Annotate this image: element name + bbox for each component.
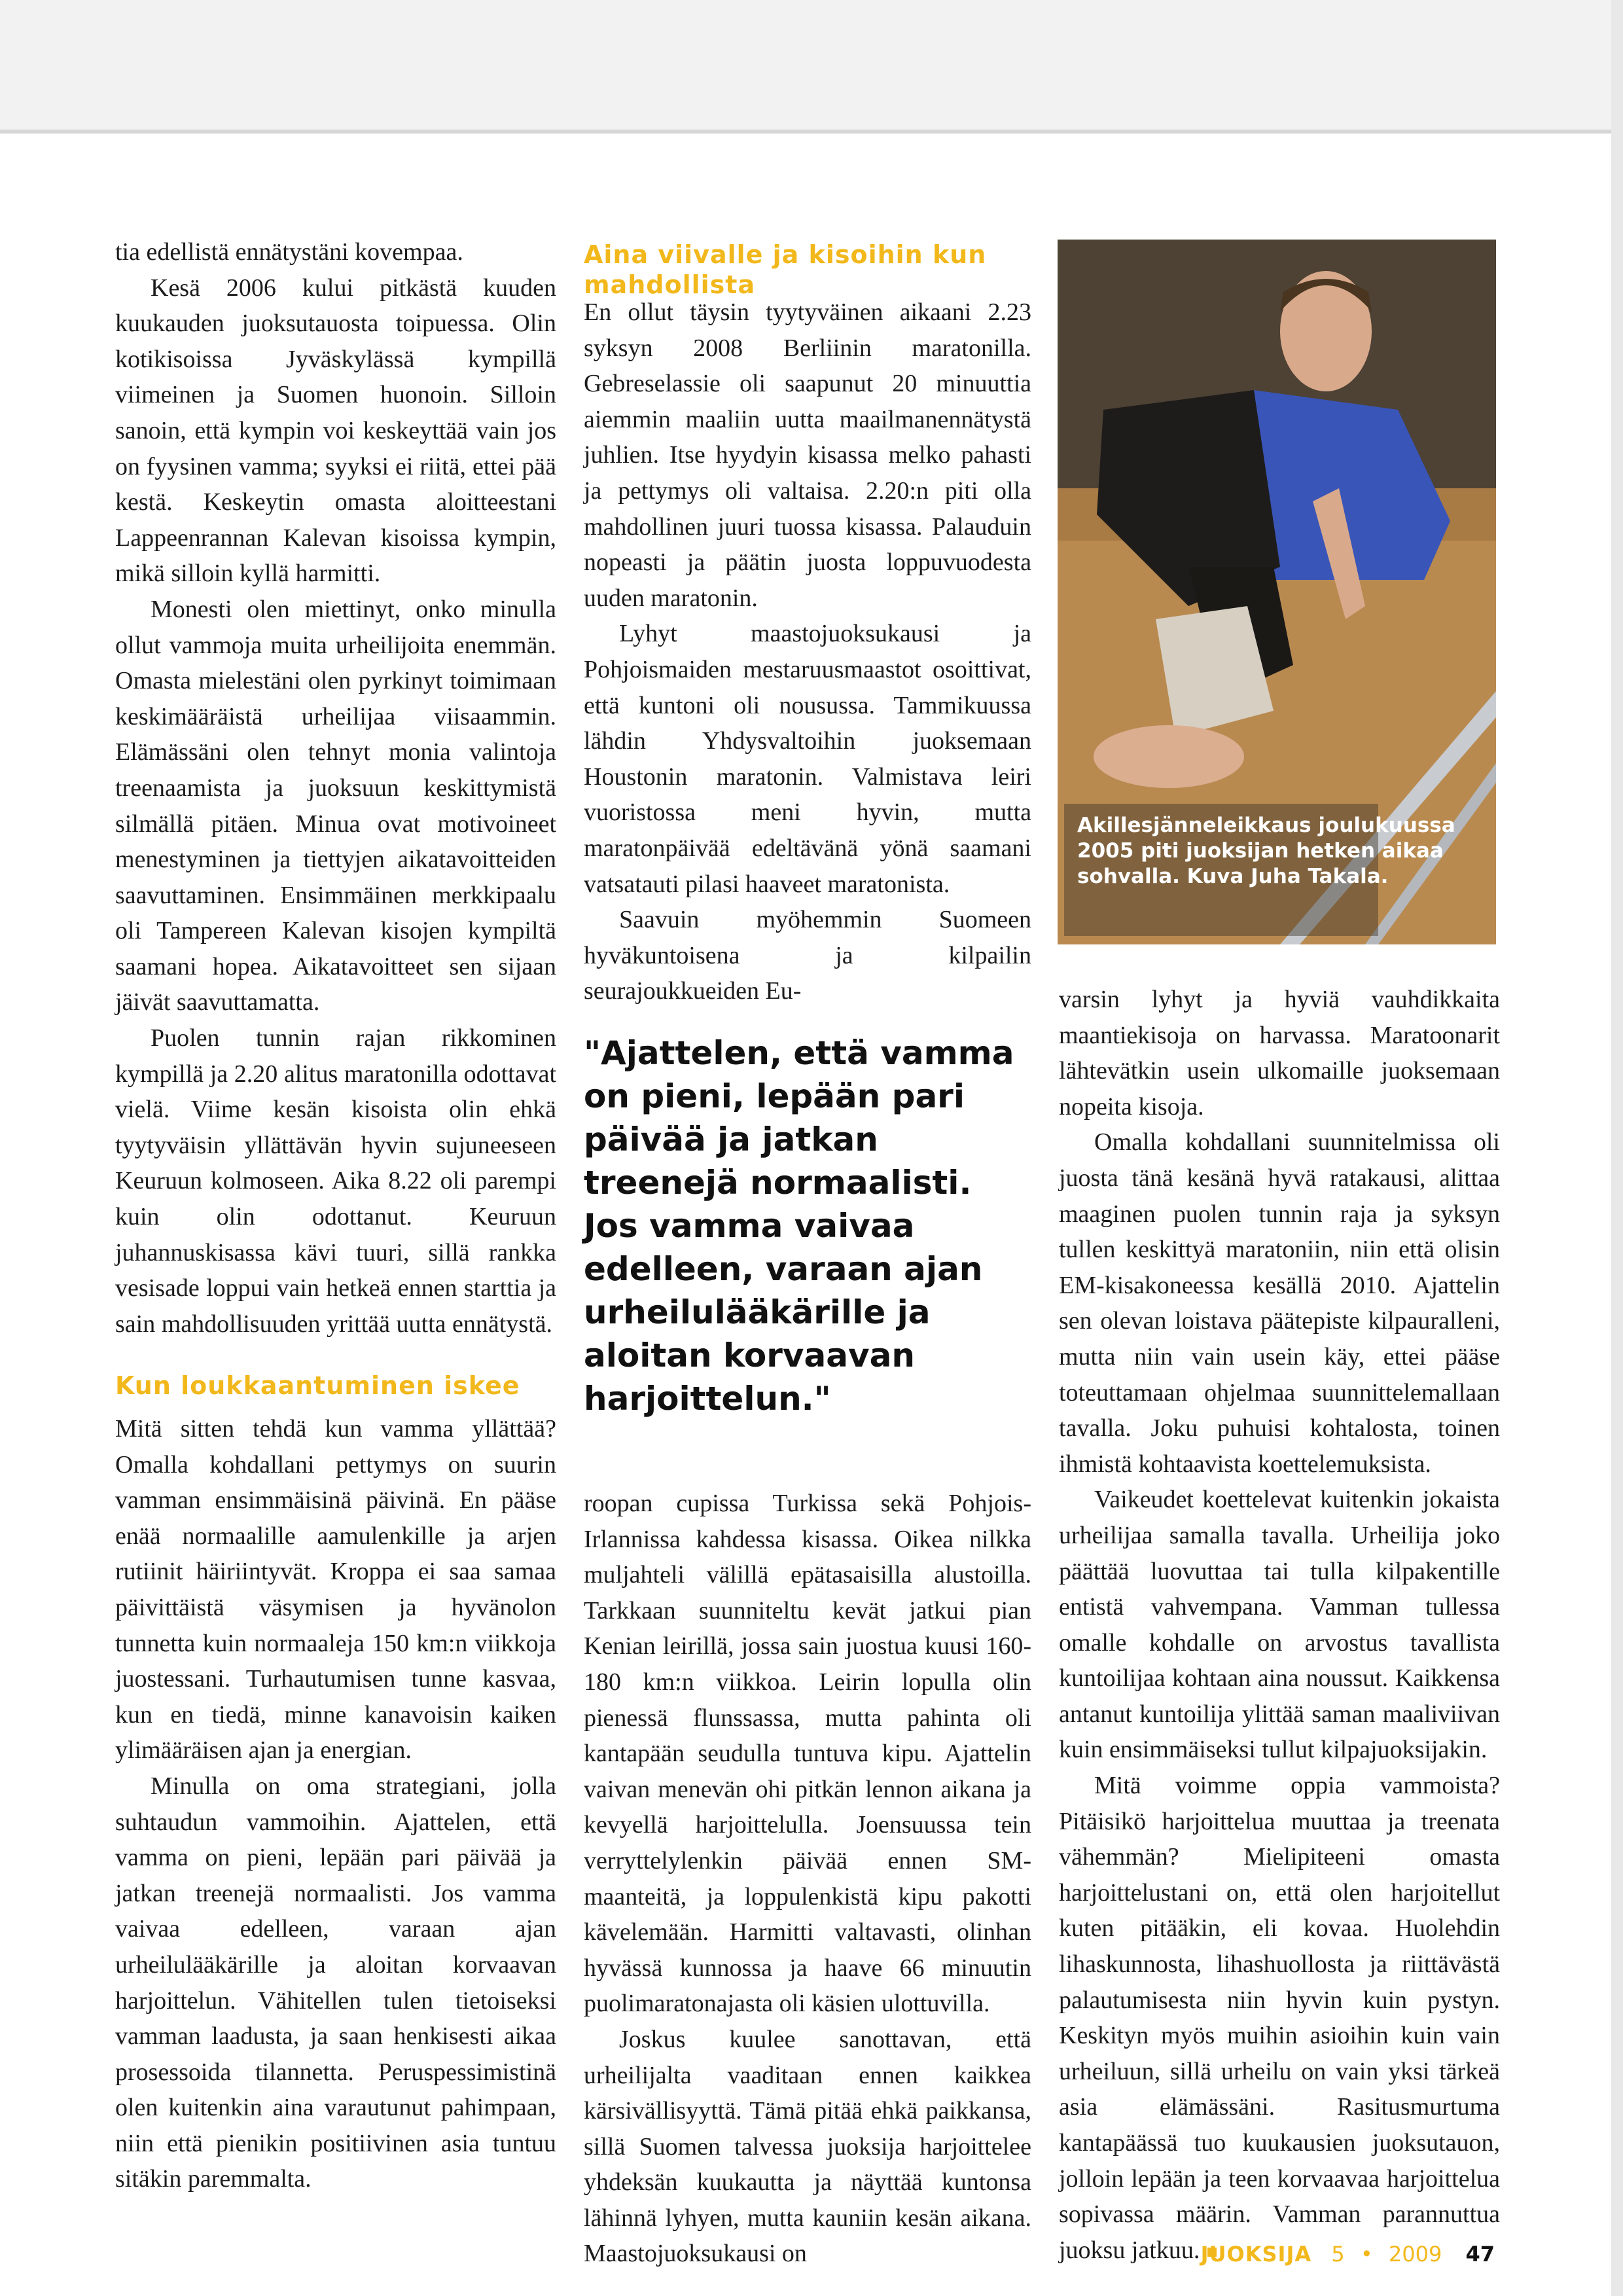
runner-photo	[1058, 240, 1496, 944]
issue-separator: •	[1360, 2242, 1373, 2267]
paragraph: En ollut täysin tyytyväinen aikaani 2.23 syksyn 2008 Berliinin maratonilla. Gebreselassie oli saapunut 20 minuuttia aiemmin maaliin uutta maailmanennätystä juhlien. Itse hyydyin kisassa melko pahasti ja pettymys oli valtaisa. 2.20:n piti olla mahdollinen juuri tuossa kisassa. Palauduin nopeasti ja päätin juosta loppuvuodesta uuden maratonin.	[584, 298, 1031, 612]
paragraph: Minulla on oma strategiani, jolla suhtaudun vammoihin. Ajattelen, että vamma on pieni, lepään pari päivää ja jatkan treenejä normaalisti. Jos vamma vaivaa edelleen, varaan ajan urheilulääkärille ja aloitan korvaavan harjoittelun. Vähitellen tulen tietoiseksi vamman laadusta, ja saan henkisesti aikaa prosessoida tilannetta. Peruspessimistinä olen kuitenkin aina varautunut pahimpaan, niin että pienikin positiivinen asia tuntuu sitäkin paremmalta.	[115, 1772, 556, 2193]
article-column-right	[1059, 982, 1500, 2268]
paragraph: tia edellistä ennätystäni kovempaa.	[115, 238, 463, 266]
subhead-aina-viivalle: Aina viivalle ja kisoihin kun mahdollista	[584, 240, 987, 299]
scan-shadow-right	[1611, 0, 1623, 2296]
paragraph: roopan cupissa Turkissa sekä Pohjois-Irlannissa kahdessa kisassa. Oikea nilkka muljahteli välillä epätasaisilla alustoilla. Tarkkaan suunniteltu kevät jatkui pian Kenian leirillä, jossa sain juostua kuusi 160-180 km:n viikkoa. Leirin lopulla olin pienessä flunssassa, mutta pahinta oli kantapään seudulla tuntuva kipu. Ajattelin vaivan menevän ohi pitkän lennon aikana ja kevyellä harjoittelulla. Joensuussa tein verryttelylenkin päivää ennen SM-maanteitä, ja loppulenkistä kipu pakotti kävelemään. Harmitti valtavasti, olinhan hyvässä kunnossa ja haave 66 minuutin puolimaratonajasta oli käsien ulottuvilla.	[584, 1490, 1031, 2018]
subhead-kun-loukkaantuminen: Kun loukkaantuminen iskee	[115, 1371, 520, 1400]
article-column-left	[115, 234, 556, 1342]
paragraph: Mitä sitten tehdä kun vamma yllättää? Omalla kohdallani pettymys on suurin vamman ensimmäisinä päivinä. En pääse enää normaalille aamulenkille ja arjen rutiinit häiriintyvät. Kroppa ei saa samaa päivittäistä väsymisen ja hyvänolon tunnetta kuin normaaleja 150 km:n viikkoja juostessani. Turhautumisen tunne kasvaa, kun en tiedä, minne kanavoisin kaiken ylimääräisen ajan ja energian.	[115, 1415, 556, 1765]
scan-shadow-top	[0, 0, 1623, 130]
paragraph: Puolen tunnin rajan rikkominen kympillä ja 2.20 alitus maratonilla odottavat vielä. Viime kesän kisoista olin ehkä tyytyväisin yllättävän hyvin sujuneeseen Keuruun kolmoseen. Aika 8.22 oli parempi kuin olin odottanut. Keuruun juhannuskisassa kävi tuuri, sillä rankka vesisade loppui vain hetkeä ennen starttia ja sain mahdollisuuden yrittää uutta ennätystä.	[115, 1024, 556, 1338]
paragraph: Mitä voimme oppia vammoista? Pitäisikö harjoittelua muuttaa ja treenata vähemmän? Mielipiteeni omasta harjoittelustani on, että olen harjoitellut kuten pitääkin, eli kovaa. Huolehdin lihaskunnosta, lihashuollosta ja riittävästä palautumisesta niin hyvin kuin pystyn. Keskityn myös muihin asioihin kuin vain urheiluun, sillä urheilu on vain yksi tärkeä asia elämässäni. Rasitusmurtuma kantapäässä tuo kuukausien juoksutauon, jolloin lepään ja teen korvaavaa harjoittelua sopivassa määrin. Vamman parannuttua juoksu jatkuu.	[1059, 1772, 1500, 2264]
paragraph: Saavuin myöhemmin Suomeen hyväkuntoisena ja kilpailin seurajoukkueiden Eu-	[584, 906, 1031, 1005]
pull-quote: "Ajattelen, että vamma on pieni, lepään pari päivää ja jatkan treenejä normaalisti. Jos vamma vaivaa edelleen, varaan ajan urheilulääkärille ja aloitan korvaavan harjoittelun."	[584, 1034, 1014, 1418]
scan-shadow-edge	[0, 130, 1623, 134]
issue-year: 2009	[1388, 2242, 1442, 2267]
page-footer	[1201, 2241, 1495, 2267]
page-number: 47	[1465, 2242, 1495, 2267]
paragraph: Kesä 2006 kului pitkästä kuuden kuukauden juoksutauosta toipuessa. Olin kotikisoissa Jyväskylässä kympillä viimeinen ja Suomen huonoin. Silloin sanoin, että kympin voi keskeyttää vain jos on fyysinen vamma; syyksi ei riitä, ettei pää kestä. Keskeytin omasta aloitteestani Lappeenrannan Kalevan kisoissa kympin, mikä silloin kyllä harmitti.	[115, 274, 556, 588]
article-column-middle-top	[584, 295, 1031, 1009]
paragraph: Omalla kohdallani suunnitelmissa oli juosta tänä kesänä hyvä ratakausi, alittaa maaginen puolen tunnin raja ja syksyn tullen keskittyä maratoniin, niin että olisin EM-kisakoneessa kesällä 2010. Ajattelin sen olevan loistava päätepiste kilpauralleni, mutta niin vain usein käy, ettei pääse toteuttamaan ohjelmaa suunnittelemallaan tavalla. Joku puhuisi kohtalosta, toinen ihmistä kohtaavista koettelemuksista.	[1059, 1128, 1500, 1478]
paragraph: Lyhyt maastojuoksukausi ja Pohjoismaiden mestaruusmaastot osoittivat, että kuntoni oli nousussa. Tammikuussa lähdin Yhdysvaltoihin juoksemaan Houstonin maratonin. Valmistava leiri vuoristossa meni hyvin, mutta maratonpäivää edeltävänä yönä saamani vatsatauti pilasi haaveet maratonista.	[584, 620, 1031, 898]
paragraph: Monesti olen miettinyt, onko minulla ollut vammoja muita urheilijoita enemmän. Omasta mielestäni olen pyrkinyt toimimaan keskimääräistä urheilijaa viisaammin. Elämässäni olen tehnyt monia valintoja treenaamista ja juoksuun keskittymistä silmällä pitäen. Minua ovat motivoineet menestyminen ja tiettyjen aikatavoitteiden saavuttaminen. Ensimmäinen merkkipaalu oli Tampereen Kalevan kisojen kympiltä saamani hopea. Aikatavoitteet sen sijaan jäivät saavuttamatta.	[115, 595, 556, 1016]
paragraph: Vaikeudet koettelevat kuitenkin jokaista urheilijaa samalla tavalla. Urheilija joko päättää luovuttaa tai tulla kilpakentille entistä vahvempana. Vamman tullessa omalle kohdalle on arvostus tavallista kuntoilijaa kohtaan aina noussut. Kaikkensa antanut kuntoilija ylittää saman maaliviivan kuin ensimmäiseksi tullut kilpajuoksijakin.	[1059, 1486, 1500, 1764]
magazine-name: JUOKSIJA	[1200, 2242, 1312, 2267]
paragraph: Joskus kuulee sanottavan, että urheilijalta vaaditaan ennen kaikkea kärsivällisyyttä. Tämä pitää ehkä paikkansa, sillä Suomen talvessa juoksija harjoittelee yhdeksän kuukautta ja näyttää kuntonsa lähinnä lyhyen, mutta kauniin kesän aikana. Maastojuoksukausi on	[584, 2025, 1031, 2268]
foot-shape	[1094, 725, 1244, 788]
paragraph: varsin lyhyt ja hyviä vauhdikkaita maantiekisoja on harvassa. Maratoonarit lähtevätkin usein ulkomaille juoksemaan nopeita kisoja.	[1059, 986, 1500, 1121]
photo-caption: Akillesjänneleikkaus joulukuussa 2005 piti juoksijan hetken aikaa sohvalla. Kuva Juha Takala.	[1077, 814, 1455, 888]
article-column-middle-bottom	[584, 1486, 1031, 2272]
article-column-left-lower	[115, 1411, 556, 2197]
issue-number: 5	[1331, 2242, 1345, 2267]
